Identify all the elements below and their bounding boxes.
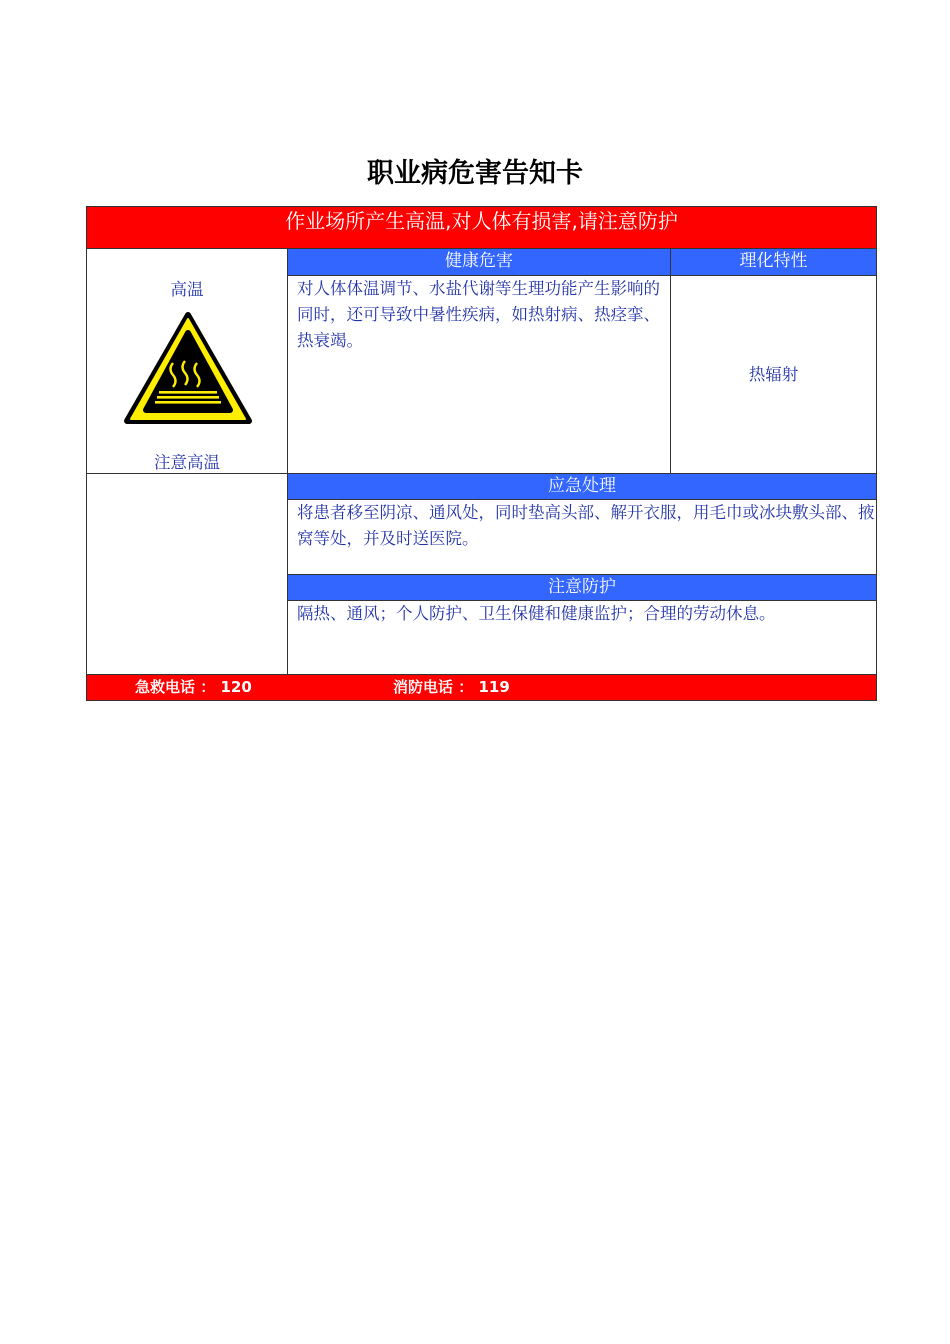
hot-surface-warning-icon [123,311,253,427]
hazard-name: 高温 [170,280,204,299]
protection-heading: 注意防护 [288,575,876,600]
protection-text: 隔热、通风；个人防护、卫生保健和健康监护；合理的劳动休息。 [297,604,776,623]
fire-phone: 消防电话 ： 119 [393,678,510,696]
divider [87,473,288,474]
physical-heading: 理化特性 [671,249,876,275]
health-heading: 健康危害 [288,249,670,275]
divider [287,248,288,675]
physical-property-text: 热辐射 [748,365,799,384]
emergency-heading: 应急处理 [288,474,876,499]
page-title: 职业病危害告知卡 [367,158,583,189]
hazard-notice-card [86,206,877,701]
health-hazard-text: 对人体体温调节、水盐代谢等生理功能产生影响的同时，还可导致中暑性疾病，如热射病、热痉挛、热衰竭。 [297,279,660,350]
warning-banner: 作业场所产生高温,对人体有损害,请注意防护 [87,207,876,248]
sign-caption: 注意高温 [154,453,220,472]
divider [670,249,671,473]
emergency-text: 将患者移至阴凉、通风处，同时垫高头部、解开衣服，用毛巾或冰块敷头部、掖窝等处，并及时送医院。 [297,503,875,548]
emergency-phone-bar [87,675,876,700]
first-aid-phone: 急救电话 ： 120 [135,678,252,696]
